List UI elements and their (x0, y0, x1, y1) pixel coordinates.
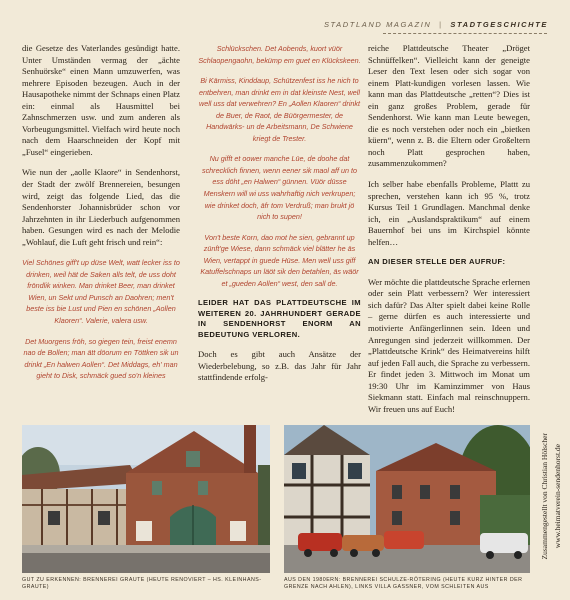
paragraph: Ich selber habe ebenfalls Probleme, Plattt zu sprechen, verstehen kann ich 95 %, trotz Kursus Teil 1 Grundlagen. Manchmal denke ich, ein „Auslandspraktikum“ auf einem Bauernhof bei uns im Kirchspiel könnte helfen… (368, 179, 530, 247)
section-subheading: AN DIESER STELLE DER AUFRUF: (368, 257, 506, 267)
photo-caption: GUT ZU ERKENNEN: BRENNEREI GRAUTE (HEUTE RENOVIERT – HS. KLEINHANS-GRAUTE) (22, 577, 262, 591)
paragraph: die Gesetze des Vaterlandes gesündigt hatte. Unter Umständen vermag der „ächte Senhuörske“ einen Mann umzuwerfen, was mehrere Episoden bezeugen. Auch in der Hausapotheke nimmt der Schnaps einen Platz ein: einmal als Hausmittel bei Zahnschmerzen usw. und zum anderen als Vorbeugungsmittel. Vielfach wird heute noch nach dem Haarschneiden der Kopf mit „Fusel“ eingerieben. (22, 43, 180, 157)
dialect-verse: Schlückschen. Det Aobends, kuort vüör Schlaopengaohn, bekümp em guet en Klückskeen. (198, 44, 361, 65)
header-separator: | (439, 20, 443, 29)
brewery-schulze-roetering-photo (284, 425, 530, 573)
paragraph: Wer möchte die plattdeutsche Sprache erlernen oder sein Platt verbessern? Wer interessiert sich dafür? Das Alter spielt dabei keine Rolle – gerne dürfen es auch interessierte und motivierte Anfängerlinnen sein. Ideen und Anregungen sind jederzeit willkommen. Der „Plattdeutsche Krink“ des Heimatvereins hilft auf jeden Fall auch, die Sprache zu verbessern. Er findet jeden 3. Mittwoch im Monat um 19:30 Uhr im Kaminzimmer von Haus Siekmann statt. Einfach mal reinschnuppern. Wir freuen uns auf Euch! (368, 276, 530, 414)
paragraph: Doch es gibt auch Ansätze der Wiederbelebung, so z.B. das Jahr für Jahr stattfindende erfolg- (198, 349, 361, 383)
dialect-verse: Viel Schönes giff't up düse Welt, watt lecker iss to drinken, weil hät de Saken alls telt, de uss doht fröndlik winken. Man drinket Beer, man drinket Wien, un Sekt und Punsch an Daohren; men't beste iss bie Lust und Pien en schönen „Aollen Klaoren“. Valerie, valera usw. (22, 258, 180, 326)
article-column-1 (22, 43, 180, 391)
section-name: STADTGESCHICHTE (450, 20, 548, 29)
dialect-verse: Bi Kärmiss, Kinddaup, Schützenfest iss he nich to entbehren, man drinkt em in dat kleinste Nest, well well uss dat verwehren? En „Aollen Klaoren“ drinkt de Buer, de Raot, de Büörgermester, de Handwärks- un de Arbeitsmann, De Schwiene kriegt de Trester. (199, 76, 360, 143)
photo-caption: AUS DEN 1980ERN: BRENNEREI SCHULZE-RÖTERING (HEUTE KURZ HINTER DER GRENZE NACH AHLEN), LINKS VILLA GASSNER, VOM SCHLEITEN AUS (284, 577, 523, 591)
article-column-3 (368, 43, 530, 424)
website-link[interactable]: www.heimatverein-sendenhorst.de (552, 444, 562, 549)
magazine-name: STADTLAND MAGAZIN (323, 20, 432, 29)
header-divider (383, 33, 547, 34)
paragraph: Wie nun der „aolle Klaore“ in Sendenhorst, der Stadt der zwölf Brennereien, besungen wird, zeigt das folgende Lied, das die Sendenhorster Johannisbrüder schon vor Jahrzehnten in ihr Liederbuch aufgenommen haben. Gesungen wird es nach der Melodie „Wohlauf, die Luft geht frisch und rein“: (22, 167, 180, 247)
article-column-2 (198, 43, 361, 393)
section-subheading: LEIDER HAT DAS PLATTDEUTSCHE IM WEITEREN 20. JAHRHUNDERT GERADE IN SENDENHORST ENORM AN BEDEUTUNG VERLOREN. (198, 298, 361, 339)
brewery-graute-photo (22, 425, 270, 573)
author-credit (536, 419, 566, 574)
dialect-verse: Von't beste Korn, dao mot he sien, gebrannt up zünft'ge Wiese, dann schmäck viel blätter he äs Wien, vertappt in guede Hüse. Men well uss giff Katuffelschnaps un läöt sik den betahlen, äs wäör et „gueden Aollen“ west, den sall de. (200, 232, 359, 288)
dialect-verse: Det Muorgens fröh, so giegen tein, freist enemn nao de Bollen; man ätt döorum en Töttken sik un drinkt „En halwen Aollen“. Det Middags, eh' man gieht to Disk, schmäck gued so'n kleines (23, 336, 179, 381)
paragraph: reiche Plattdeutsche Theater „Dröget Schnüffelken“. Vielleicht kann der geneigte Leser den Text lesen oder sich sogar von einem Platt-kundigen vorlesen lassen. Wie kann man das Plattdeutsche „retten“? Dies ist ein ganz großes Problem, gerade für Sendenhorst. Wie kann man Leute bewegen, die es noch verstehen oder noch ein „bietken küern“, wenn z. B. die Eltern oder Großeltern noch Platt gesprochen haben, zusammenzukommen? (368, 43, 530, 169)
dialect-verse: Nu gifft et oower manche Lüe, de doohe dat schrecklich finnen, wenn eener sik maol aff un to ess döht „en Halwen“ günnen. Vüör düsse Menskern will wi uss wahrhaftig nich verkrupen; wie drinket doch, äfr tom Verdruß; man brukt jö nich to supen! (201, 154, 357, 222)
page-header (324, 20, 548, 29)
compiler-credit: Zusammengestellt von Christian Hölscher (539, 433, 549, 560)
